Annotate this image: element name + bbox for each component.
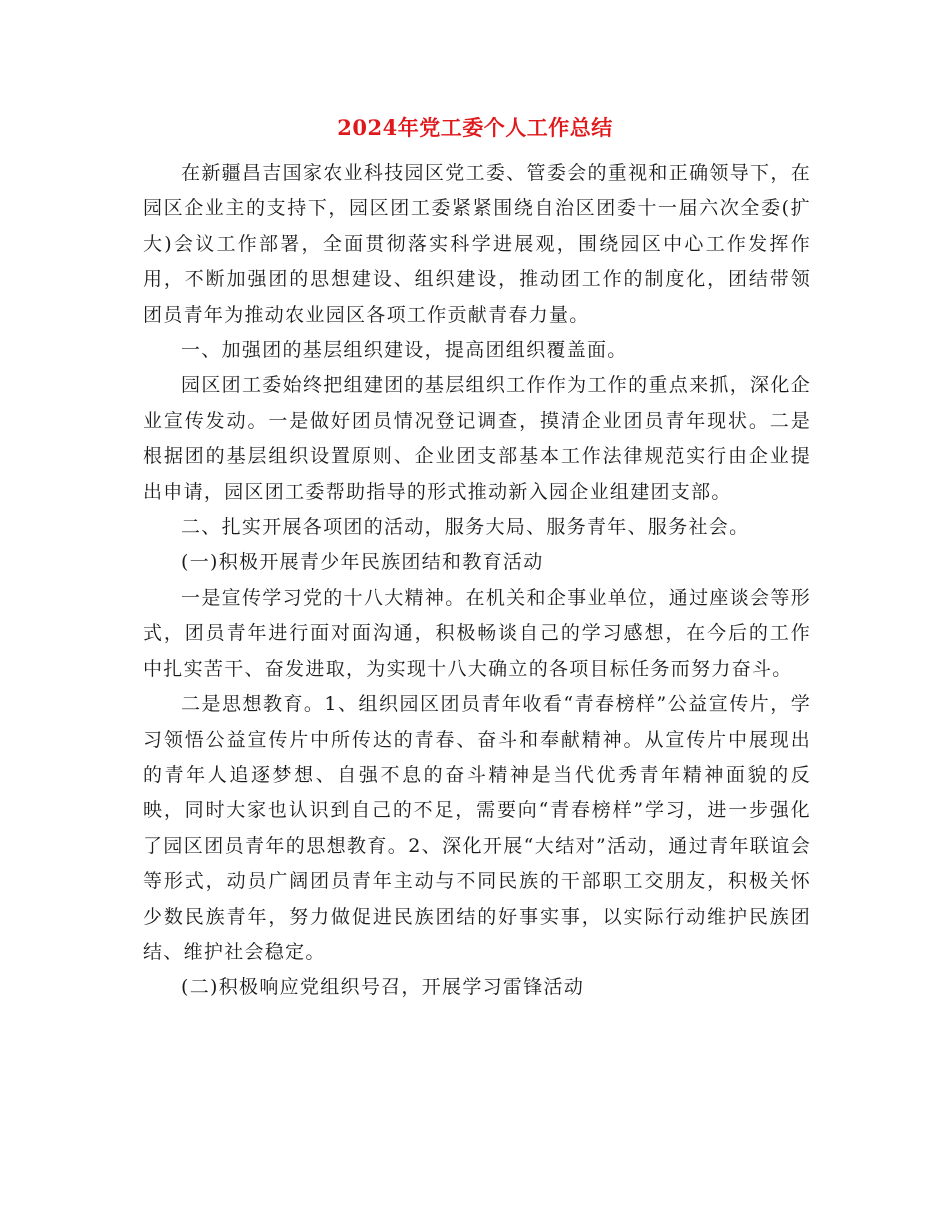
paragraph-section-1: 园区团工委始终把组建团的基层组织工作作为工作的重点来抓，深化企业宣传发动。一是做好团员情况登记调查，摸清企业团员青年现状。二是根据团的基层组织设置原则、企业团支部基本工作法律规范实行由企业提出申请，园区团工委帮助指导的形式推动新入园企业组建团支部。 xyxy=(143,374,811,503)
subheading-2-1: (一)积极开展青少年民族团结和教育活动 xyxy=(181,551,544,574)
heading-section-2: 二、扎实开展各项团的活动，服务大局、服务青年、服务社会。 xyxy=(181,516,750,539)
paragraph-2-1-b: 二是思想教育。1、组织园区团员青年收看“青春榜样”公益宣传片，学习领悟公益宣传片中所传达的青春、奋斗和奉献精神。从宣传片中展现出的青年人追逐梦想、自强不息的奋斗精神是当代优秀青年精神面貌的反映，同时大家也认识到自己的不足，需要向“青春榜样”学习，进一步强化了园区团员青年的思想教育。2、深化开展“大结对”活动，通过青年联谊会等形式，动员广阔团员青年主动与不同民族的干部职工交朋友，积极关怀少数民族青年，努力做促进民族团结的好事实事，以实际行动维护民族团结、维护社会稳定。 xyxy=(143,693,811,963)
paragraph-2-1-a: 一是宣传学习党的十八大精神。在机关和企事业单位，通过座谈会等形式，团员青年进行面对面沟通，积极畅谈自己的学习感想，在今后的工作中扎实苦干、奋发进取，为实现十八大确立的各项目标任务而努力奋斗。 xyxy=(143,586,811,680)
heading-section-1: 一、加强团的基层组织建设，提高团组织覆盖面。 xyxy=(181,339,628,362)
document-body xyxy=(143,156,811,1006)
subheading-2-2: (二)积极响应党组织号召，开展学习雷锋活动 xyxy=(181,976,585,999)
document-title: 2024年党工委个人工作总结 xyxy=(337,115,613,140)
paragraph-intro: 在新疆昌吉国家农业科技园区党工委、管委会的重视和正确领导下，在园区企业主的支持下，园区团工委紧紧围绕自治区团委十一届六次全委(扩大)会议工作部署，全面贯彻落实科学进展观，围绕园区中心工作发挥作用，不断加强团的思想建设、组织建设，推动团工作的制度化，团结带领团员青年为推动农业园区各项工作贡献青春力量。 xyxy=(143,162,811,326)
